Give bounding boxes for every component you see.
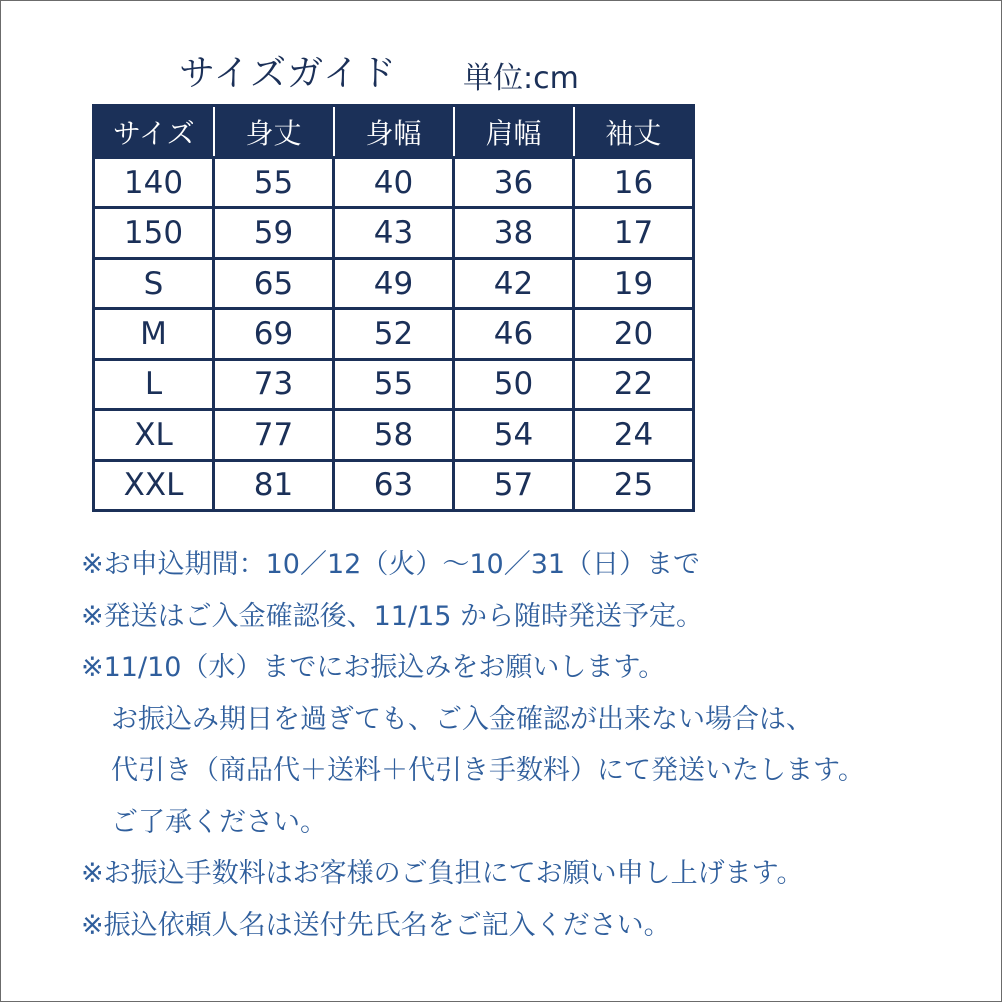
column-header-shoulder-width: 肩幅 (454, 106, 574, 158)
column-header-body-length: 身丈 (214, 106, 334, 158)
note-acknowledgement: ご了承ください。 (111, 806, 327, 838)
table-row (94, 208, 694, 258)
table-row (94, 410, 694, 460)
table-cell: 73 (214, 359, 334, 409)
table-cell: 65 (214, 258, 334, 308)
table-cell: 36 (454, 158, 574, 208)
note-payment-deadline: ※11/10（水）までにお振込みをお願いします。 (81, 652, 666, 683)
column-header-sleeve-length: 袖丈 (574, 106, 694, 158)
table-cell: S (94, 258, 214, 308)
table-cell: 140 (94, 158, 214, 208)
note-late-payment: お振込み期日を過ぎても、ご入金確認が出来ない場合は、 (111, 703, 813, 735)
table-header-row (94, 106, 694, 158)
table-row (94, 309, 694, 359)
table-cell: 63 (334, 460, 454, 510)
table-cell: 22 (574, 359, 694, 409)
size-table (92, 104, 695, 512)
table-cell: 38 (454, 208, 574, 258)
note-shipping-schedule: ※発送はご入金確認後、11/15 から随時発送予定。 (81, 600, 704, 632)
table-cell: 46 (454, 309, 574, 359)
note-transfer-fee: ※お振込手数料はお客様のご負担にてお願い申し上げます。 (81, 858, 804, 889)
table-cell: 43 (334, 208, 454, 258)
table-row (94, 258, 694, 308)
table-cell: 52 (334, 309, 454, 359)
table-cell: 19 (574, 258, 694, 308)
table-cell: 40 (334, 158, 454, 208)
table-cell: 77 (214, 410, 334, 460)
table-cell: 55 (214, 158, 334, 208)
table-cell: 59 (214, 208, 334, 258)
table-cell: 16 (574, 158, 694, 208)
note-application-period: ※お申込期間：10／12（火）～10／31（日）まで (81, 549, 701, 580)
table-cell: 24 (574, 410, 694, 460)
table-cell: 17 (574, 208, 694, 258)
unit-label: 単位:cm (463, 61, 579, 96)
table-row (94, 158, 694, 208)
table-cell: 55 (334, 359, 454, 409)
table-cell: XL (94, 410, 214, 460)
page-title: サイズガイド (179, 53, 398, 94)
table-cell: 69 (214, 309, 334, 359)
note-cash-on-delivery: 代引き（商品代＋送料＋代引き手数料）にて発送いたします。 (111, 755, 865, 786)
table-cell: 150 (94, 208, 214, 258)
column-header-size: サイズ (94, 106, 214, 158)
column-header-body-width: 身幅 (334, 106, 454, 158)
table-cell: 25 (574, 460, 694, 510)
table-row (94, 359, 694, 409)
table-cell: 20 (574, 309, 694, 359)
table-row (94, 460, 694, 510)
table-cell: 50 (454, 359, 574, 409)
table-cell: 81 (214, 460, 334, 510)
table-cell: M (94, 309, 214, 359)
note-sender-name: ※振込依頼人名は送付先氏名をご記入ください。 (81, 909, 671, 941)
table-cell: XXL (94, 460, 214, 510)
notes-block (81, 539, 981, 951)
table-cell: 54 (454, 410, 574, 460)
table-cell: 42 (454, 258, 574, 308)
table-cell: 57 (454, 460, 574, 510)
table-cell: 58 (334, 410, 454, 460)
table-cell: L (94, 359, 214, 409)
table-cell: 49 (334, 258, 454, 308)
